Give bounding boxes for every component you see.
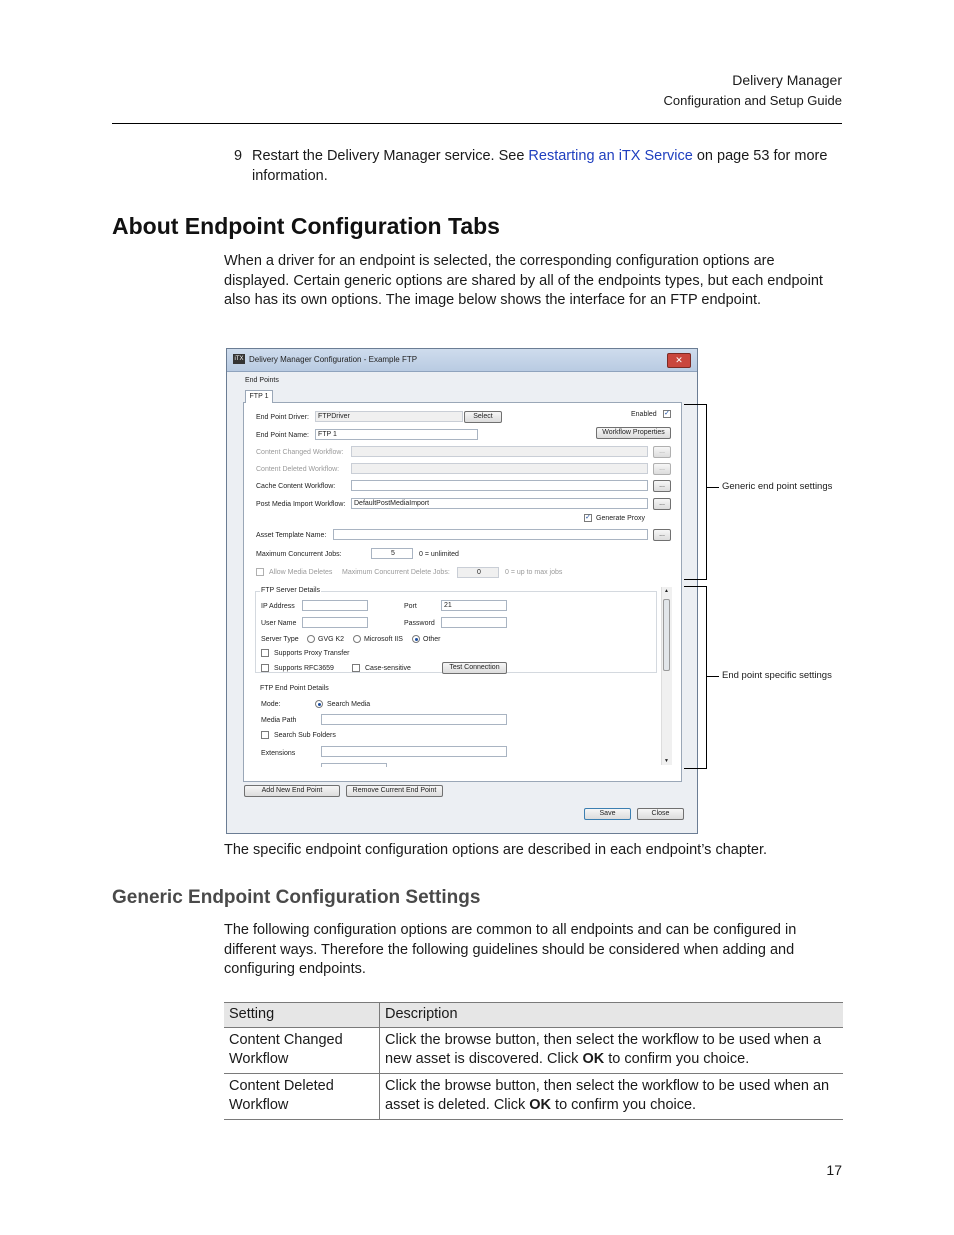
scroll-up-icon[interactable]: ▲ — [664, 588, 669, 594]
content-changed-browse-button[interactable]: ... — [653, 446, 671, 458]
add-new-end-point-button[interactable]: Add New End Point — [244, 785, 340, 797]
server-type-gvg-radio[interactable] — [307, 635, 315, 643]
server-type-label: Server Type — [261, 636, 299, 643]
desc-bold: OK — [582, 1051, 605, 1067]
generate-proxy-label: Generate Proxy — [596, 515, 646, 522]
server-type-other-label: Other — [423, 636, 441, 643]
table-cell-description — [380, 1028, 844, 1074]
post-media-import-browse-button[interactable]: ... — [653, 498, 671, 510]
table-cell-setting: Content Changed Workflow — [224, 1028, 380, 1074]
step-9 — [234, 146, 834, 186]
section-paragraph-generic-settings: The following configuration options are common to all endpoints and can be configured in different ways. Therefore the following guidelines should be considered when adding and configuring endpoints. — [224, 922, 797, 978]
port-stepper[interactable]: 21 — [441, 600, 507, 611]
post-media-import-input[interactable]: DefaultPostMediaImport — [351, 498, 648, 509]
enabled-checkbox[interactable]: ✓ — [664, 410, 670, 417]
extensions-input[interactable] — [321, 746, 507, 757]
end-point-name-input[interactable]: FTP 1 — [315, 429, 478, 440]
step-text — [252, 146, 834, 186]
table-header-description: Description — [380, 1003, 844, 1028]
asset-template-browse-button[interactable]: ... — [653, 529, 671, 541]
ftp-end-point-details-label: FTP End Point Details — [260, 685, 329, 692]
supports-rfc3659-checkbox[interactable] — [261, 664, 269, 672]
asset-template-label: Asset Template Name: — [256, 532, 327, 539]
server-type-other-radio[interactable] — [412, 635, 420, 643]
generic-settings-callout: Generic end point settings — [722, 481, 833, 492]
case-sensitive-label: Case-sensitive — [365, 665, 411, 672]
end-points-label: End Points — [245, 377, 279, 384]
mode-label: Mode: — [261, 701, 281, 708]
running-header — [663, 71, 842, 110]
max-jobs-label: Maximum Concurrent Jobs: — [256, 551, 342, 558]
desc-text-after: to confirm you choice. — [604, 1051, 750, 1067]
cache-content-input[interactable] — [351, 480, 648, 491]
desc-text: Click the browse button, then select the workflow to be used when an asset is deleted. Click — [385, 1078, 830, 1113]
header-rule — [112, 123, 842, 124]
workflow-properties-button[interactable]: Workflow Properties — [596, 427, 671, 439]
select-driver-button[interactable]: Select — [464, 411, 502, 423]
specific-settings-callout: End point specific settings — [722, 670, 832, 681]
section-heading-generic-settings: Generic Endpoint Configuration Settings — [112, 887, 481, 908]
server-type-iis-radio[interactable] — [353, 635, 361, 643]
end-point-name-label: End Point Name: — [256, 432, 309, 439]
ip-address-input[interactable] — [302, 600, 368, 611]
max-delete-jobs-note: 0 = up to max jobs — [505, 569, 563, 576]
remove-current-end-point-button[interactable]: Remove Current End Point — [346, 785, 443, 797]
content-changed-label: Content Changed Workflow: — [256, 449, 344, 456]
asset-template-input[interactable] — [333, 529, 648, 540]
search-sub-folders-label: Search Sub Folders — [274, 732, 336, 739]
close-button[interactable]: Close — [637, 808, 684, 820]
dialog-titlebar — [227, 349, 697, 372]
allow-media-deletes-checkbox[interactable] — [256, 568, 264, 576]
specific-settings-scrollbar[interactable] — [661, 587, 672, 765]
cache-content-label: Cache Content Workflow: — [256, 483, 336, 490]
save-button[interactable]: Save — [584, 808, 631, 820]
table-cell-description — [380, 1074, 844, 1120]
content-deleted-label: Content Deleted Workflow: — [256, 466, 340, 473]
max-jobs-note: 0 = unlimited — [419, 551, 459, 558]
step-text-before: Restart the Delivery Manager service. See — [252, 148, 529, 164]
content-deleted-input — [351, 463, 648, 474]
ip-address-label: IP Address — [261, 603, 295, 610]
user-name-label: User Name — [261, 620, 297, 627]
end-point-driver-field: FTPDriver — [315, 411, 463, 422]
mode-search-media-radio[interactable] — [315, 700, 323, 708]
config-dialog-screenshot — [226, 348, 698, 834]
table-row — [224, 1074, 843, 1120]
page-number: 17 — [826, 1162, 842, 1178]
server-type-iis-label: Microsoft IIS — [364, 636, 403, 643]
section-heading-about-tabs: About Endpoint Configuration Tabs — [112, 213, 500, 239]
extensions-label: Extensions — [261, 750, 296, 757]
table-row — [224, 1028, 843, 1074]
max-jobs-stepper[interactable]: 5 — [371, 548, 413, 559]
header-subtitle: Configuration and Setup Guide — [663, 93, 842, 108]
generic-settings-bracket — [684, 404, 707, 580]
cache-content-browse-button[interactable]: ... — [653, 480, 671, 492]
section-paragraph-about-tabs: When a driver for an endpoint is selected, the corresponding configuration options are displayed. Certain generic options are shared by all of the endpoints types, but each endpoint also has its own options. The image below shows the interface for an FTP endpoint. — [224, 253, 823, 309]
app-icon: iTX — [234, 356, 244, 362]
supports-rfc3659-label: Supports RFC3659 — [274, 665, 334, 672]
scroll-down-icon[interactable]: ▼ — [664, 758, 669, 764]
mode-search-media-label: Search Media — [327, 701, 371, 708]
header-title: Delivery Manager — [732, 72, 842, 88]
table-header-setting: Setting — [224, 1003, 380, 1028]
test-connection-button[interactable]: Test Connection — [442, 662, 507, 674]
desc-text: Click the browse button, then select the workflow to be used when a new asset is discovered. Click — [385, 1032, 822, 1067]
ftp-server-details-label: FTP Server Details — [261, 587, 320, 594]
max-delete-jobs-stepper[interactable]: 0 — [457, 567, 499, 578]
specific-settings-bracket — [684, 586, 707, 769]
specific-callout-line — [707, 676, 719, 677]
step-text-after: on page 53 for more information. — [252, 148, 828, 184]
server-type-gvg-label: GVG K2 — [318, 636, 345, 643]
media-path-input[interactable] — [321, 714, 507, 725]
restart-service-link[interactable]: Restarting an iTX Service — [528, 148, 693, 164]
settings-table — [224, 1002, 843, 1120]
max-delete-jobs-label: Maximum Concurrent Delete Jobs: — [342, 569, 450, 576]
generate-proxy-checkbox[interactable]: ✓ — [585, 514, 591, 521]
content-changed-input — [351, 446, 648, 457]
supports-proxy-transfer-label: Supports Proxy Transfer — [274, 650, 350, 657]
port-label: Port — [404, 603, 417, 610]
search-sub-folders-checkbox[interactable] — [261, 731, 269, 739]
table-cell-setting: Content Deleted Workflow — [224, 1074, 380, 1120]
step-number: 9 — [234, 148, 243, 164]
generic-callout-line — [707, 487, 719, 488]
scroll-thumb[interactable] — [663, 599, 670, 671]
figure-caption: The specific endpoint configuration options are described in each endpoint’s chapter. — [224, 842, 768, 858]
supports-proxy-transfer-checkbox[interactable] — [261, 649, 269, 657]
password-input[interactable] — [441, 617, 507, 628]
password-label: Password — [404, 620, 435, 627]
post-media-import-label: Post Media Import Workflow: — [256, 501, 346, 508]
tab-ftp1[interactable]: FTP 1 — [245, 390, 273, 403]
user-name-input[interactable] — [302, 617, 368, 628]
desc-bold: OK — [529, 1097, 552, 1113]
window-close-button[interactable]: ✕ — [667, 353, 691, 368]
table-header-row — [224, 1003, 843, 1028]
case-sensitive-checkbox[interactable] — [352, 664, 360, 672]
desc-text-after: to confirm you choice. — [551, 1097, 697, 1113]
allow-media-deletes-label: Allow Media Deletes — [269, 569, 333, 576]
partial-input[interactable] — [321, 763, 387, 767]
media-path-label: Media Path — [261, 717, 297, 724]
enabled-label: Enabled — [631, 411, 657, 418]
dialog-title: Delivery Manager Configuration - Example FTP — [249, 355, 418, 364]
content-deleted-browse-button[interactable]: ... — [653, 463, 671, 475]
end-point-driver-label: End Point Driver: — [256, 414, 309, 421]
